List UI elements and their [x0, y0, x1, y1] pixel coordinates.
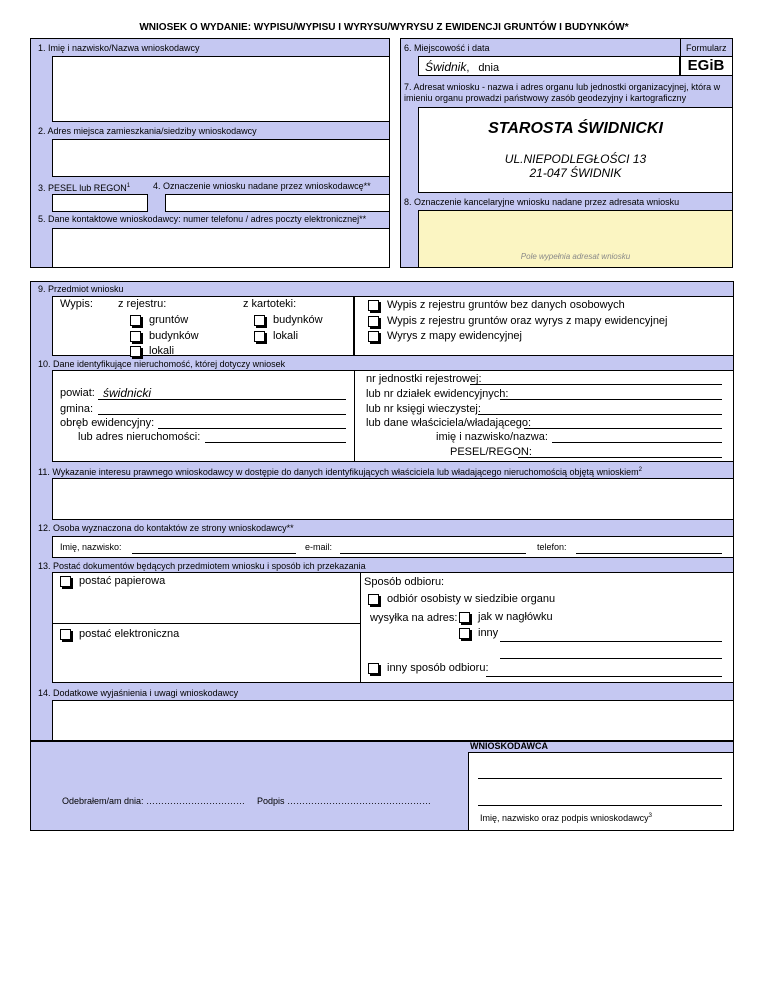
z-rejestru-label: z rejestru: — [118, 298, 167, 310]
checkbox-icon — [368, 663, 379, 674]
imie-nazwa-label: imię i nazwisko/nazwa: — [436, 431, 548, 443]
contact-email-line[interactable] — [340, 553, 526, 554]
checkbox-icon — [254, 331, 265, 342]
checkbox-icon — [368, 594, 379, 605]
received-date: Odebrałem/am dnia: …………………………… — [62, 796, 246, 806]
nr-jednostki-label: nr jednostki rejestrowej: — [366, 373, 482, 385]
contact-data-field[interactable] — [52, 228, 390, 268]
rej-gruntow-checkbox[interactable]: gruntów — [130, 314, 188, 327]
checkbox-icon — [130, 331, 141, 342]
powiat-value: świdnicki — [103, 386, 152, 400]
z-kartoteki-label: z kartoteki: — [243, 298, 297, 310]
received-signature: Podpis ………………………………………… — [257, 796, 432, 806]
paper-form-checkbox[interactable]: postać papierowa — [60, 575, 165, 588]
option-wyrys[interactable]: Wyrys z mapy ewidencyjnej — [368, 330, 522, 343]
section-12-label: 12. Osoba wyznaczona do kontaktów ze strony wnioskodawcy** — [38, 523, 294, 533]
section-13-label: 13. Postać dokumentów będących przedmiotem wniosku i sposób ich przekazania — [38, 561, 366, 571]
obreb-line[interactable] — [158, 428, 346, 429]
nr-dzialek-label: lub nr działek ewidencyjnych: — [366, 388, 509, 400]
applicant-address-field[interactable] — [52, 139, 390, 177]
section-11-label: 11. Wykazanie interesu prawnego wnioskodawcy w dostępie do danych identyfikujących właściciela lub władającego nieruchomością objętą wnioskiem$^2$ — [38, 467, 642, 477]
section-8-label: 8. Oznaczenie kancelaryjne wniosku nadane przez adresata wniosku — [404, 197, 680, 207]
contact-name-label: Imię, nazwisko: — [60, 542, 122, 552]
kart-budynkow-checkbox[interactable]: budynków — [254, 314, 323, 327]
signature-caption: Imię, nazwisko oraz podpis wnioskodawcy$^3$ — [480, 813, 652, 823]
section-4-label: 4. Oznaczenie wniosku nadane przez wnioskodawcę** — [153, 181, 371, 191]
option-wypis-wyrys[interactable]: Wypis z rejestru gruntów oraz wyrys z mapy ewidencyjnej — [368, 315, 668, 328]
dane-wlasciciela-line[interactable] — [524, 428, 722, 429]
applicant-reference-field[interactable] — [165, 194, 390, 212]
section-5-label: 5. Dane kontaktowe wnioskodawcy: numer telefonu / adres poczty elektronicznej** — [38, 214, 367, 224]
other-address-checkbox[interactable]: inny — [459, 627, 498, 640]
section-10-label: 10. Dane identyfikujące nieruchomość, której dotyczy wniosek — [38, 359, 286, 369]
section-2-label: 2. Adres miejsca zamieszkania/siedziby wnioskodawcy — [38, 126, 257, 136]
contact-email-label: e-mail: — [305, 542, 333, 552]
legal-interest-field[interactable] — [52, 478, 734, 520]
checkbox-icon — [60, 576, 71, 587]
wypis-label: Wypis: — [60, 298, 93, 310]
adres-line[interactable] — [205, 442, 346, 443]
checkbox-icon — [368, 300, 379, 311]
other-method-line[interactable] — [486, 676, 722, 677]
contact-name-line[interactable] — [132, 553, 296, 554]
option-wypis-bez-danych[interactable]: Wypis z rejestru gruntów bez danych osobowych — [368, 299, 625, 312]
checkbox-icon — [254, 315, 265, 326]
personal-pickup-checkbox[interactable]: odbiór osobisty w siedzibie organu — [368, 593, 555, 606]
imie-nazwa-line[interactable] — [552, 442, 722, 443]
addressee-city: 21-047 ŚWIDNIK — [529, 166, 622, 180]
nr-jednostki-line[interactable] — [470, 384, 722, 385]
adres-label: lub adres nieruchomości: — [78, 431, 201, 443]
other-address-line-2[interactable] — [500, 658, 722, 659]
checkbox-icon — [459, 628, 470, 639]
form-label: Formularz — [686, 43, 727, 53]
section-14-label: 14. Dodatkowe wyjaśnienia i uwagi wnioskodawcy — [38, 688, 239, 698]
gmina-line[interactable] — [98, 414, 346, 415]
nr-dzialek-line[interactable] — [500, 399, 722, 400]
pesel-regon-label: PESEL/REGON: — [450, 446, 532, 458]
obreb-label: obręb ewidencyjny: — [60, 417, 155, 429]
other-address-line-1[interactable] — [500, 641, 722, 642]
addressee-name: STAROSTA ŚWIDNICKI — [488, 120, 663, 137]
place-date-value: Świdnik, dnia — [425, 60, 500, 74]
addressee-street: UL.NIEPODLEGŁOŚCI 13 — [504, 152, 647, 166]
checkbox-icon — [368, 331, 379, 342]
electronic-form-checkbox[interactable]: postać elektroniczna — [60, 628, 179, 641]
applicant-heading: WNIOSKODAWCA — [470, 741, 548, 751]
rej-lokali-checkbox[interactable]: lokali — [130, 345, 174, 358]
rej-budynkow-checkbox[interactable]: budynków — [130, 330, 199, 343]
nr-ksiegi-label: lub nr księgi wieczystej: — [366, 403, 481, 415]
dane-wlasciciela-label: lub dane właściciela/władającego: — [366, 417, 532, 429]
signature-line-2[interactable] — [478, 805, 722, 806]
form-code: EGiB — [687, 57, 725, 74]
contact-person-area — [52, 536, 734, 558]
checkbox-icon — [60, 629, 71, 640]
applicant-name-field[interactable] — [52, 56, 390, 122]
checkbox-icon — [130, 315, 141, 326]
header-address-checkbox[interactable]: jak w nagłówku — [459, 611, 553, 624]
checkbox-icon — [368, 316, 379, 327]
checkbox-icon — [130, 346, 141, 357]
nr-ksiegi-line[interactable] — [478, 414, 722, 415]
additional-remarks-field[interactable] — [52, 700, 734, 741]
page-title: WNIOSEK O WYDANIE: WYPISU/WYPISU I WYRYSU/WYRYSU Z EWIDENCJI GRUNTÓW I BUDYNKÓW* — [139, 22, 629, 33]
section-9-label: 9. Przedmiot wniosku — [38, 284, 124, 294]
kart-lokali-checkbox[interactable]: lokali — [254, 330, 298, 343]
section-3-label: 3. PESEL lub REGON$^1$ — [38, 183, 131, 193]
section-1-label: 1. Imię i nazwisko/Nazwa wnioskodawcy — [38, 43, 200, 53]
contact-phone-label: telefon: — [537, 542, 567, 552]
signature-line-1[interactable] — [478, 778, 722, 779]
delivery-method-label: Sposób odbioru: — [364, 576, 445, 588]
checkbox-icon — [459, 612, 470, 623]
section-7-label: 7. Adresat wniosku - nazwa i adres organu lub jednostki organizacyjnej, która w imieniu organu prowadzi państwowy zasób geodezyjny i kartograficzny — [404, 82, 721, 103]
pesel-field[interactable] — [52, 194, 148, 212]
other-method-checkbox[interactable]: inny sposób odbioru: — [368, 662, 489, 675]
powiat-line[interactable] — [98, 399, 346, 400]
shipping-label: wysyłka na adres: — [370, 612, 458, 624]
powiat-label: powiat: — [60, 387, 95, 399]
registry-mark-note: Pole wypełnia adresat wniosku — [520, 252, 631, 261]
gmina-label: gmina: — [60, 403, 94, 415]
pesel-regon-line[interactable] — [518, 457, 722, 458]
section-6-label: 6. Miejscowość i data — [404, 43, 490, 53]
contact-phone-line[interactable] — [576, 553, 722, 554]
